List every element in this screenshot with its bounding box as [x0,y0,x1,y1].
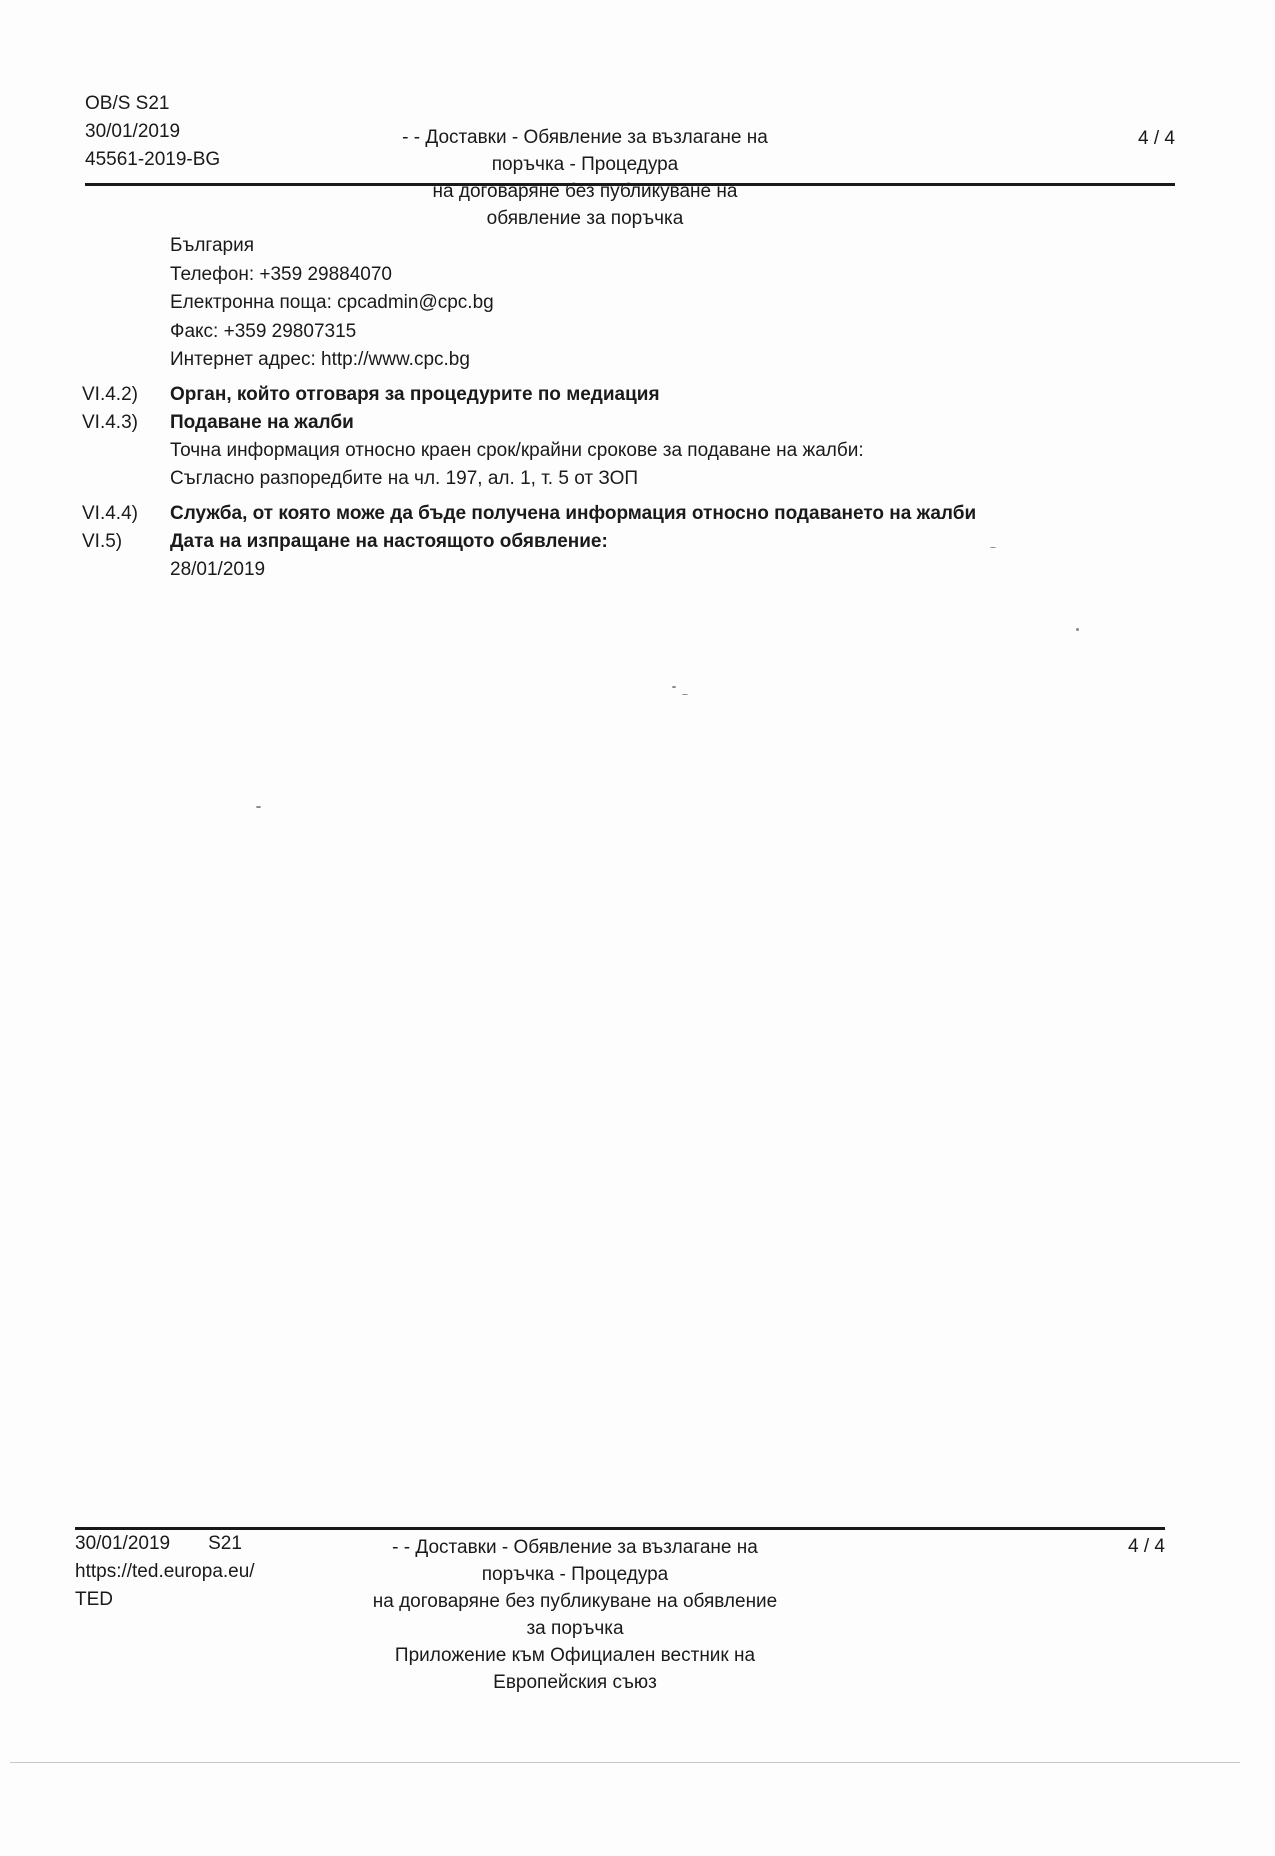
footer-source: TED [75,1589,113,1610]
footer-title-line2: на договаряне без публикуване на обявление за поръчка [372,1591,778,1639]
section-title: Орган, който отговаря за процедурите по медиация [170,383,660,405]
page-header [85,90,1175,229]
address-country: България [170,235,254,256]
header-title-line1: - - Доставки - Обявление за възлагане на поръчка - Процедура [402,127,768,175]
footer-title-line1: - - Доставки - Обявление за възлагане на поръчка - Процедура [392,1537,758,1585]
header-title-line2: на договаряне без публикуване на обявление за поръчка [432,181,738,229]
section-title: Подаване на жалби [170,411,354,433]
scan-speck [990,547,996,548]
footer-date: 30/01/2019 [75,1533,171,1554]
header-notice-id: 45561-2019-BG [85,149,221,170]
section-number: VI.5) [82,530,123,552]
section-text: Точна информация относно краен срок/крайни срокове за подаване на жалби: [170,439,864,461]
footer-issue: S21 [208,1533,242,1554]
contact-address-block [170,232,1082,375]
section-title: Служба, от която може да бъде получена информация относно подаването на жалби [170,502,977,524]
header-meta [85,90,220,174]
address-phone: Телефон: +359 29884070 [170,263,392,285]
section-number: VI.4.2) [82,383,138,405]
dispatch-date: 28/01/2019 [170,558,266,580]
address-fax: Факс: +359 29807315 [170,320,357,342]
scan-speck [672,686,676,688]
section-number: VI.4.4) [82,502,138,524]
header-journal-ref: OB/S S21 [85,93,170,114]
footer-page-number: 4 / 4 [1128,1536,1165,1557]
section-vi-4-2 [82,381,1082,409]
header-divider [85,183,1175,186]
section-title: Дата на изпращане на настоящото обявление: [170,530,608,552]
section-text: Съгласно разпоредбите на чл. 197, ал. 1, т. 5 от ЗОП [170,468,639,489]
section-vi-4-3 [82,409,1082,494]
footer-title-line3: Приложение към Официален вестник на Европейския съюз [394,1645,756,1693]
section-vi-5 [82,528,1082,585]
section-number: VI.4.3) [82,411,138,433]
footer-meta [75,1530,255,1614]
header-date: 30/01/2019 [85,121,181,142]
section-vi-4-4 [82,500,1082,528]
header-page-number: 4 / 4 [1138,128,1175,149]
scan-speck [682,694,688,695]
footer-title [365,1534,785,1696]
header-title [385,124,785,232]
notice-content [82,232,1082,584]
address-internet: Интернет адрес: http://www.cpc.bg [170,349,470,370]
scan-edge-line [10,1762,1240,1763]
scan-speck [1076,628,1079,631]
page-footer [75,1530,1165,1693]
scan-speck [256,806,261,808]
address-email: Електронна поща: cpcadmin@cpc.bg [170,292,494,313]
footer-url: https://ted.europa.eu/ [75,1561,255,1582]
